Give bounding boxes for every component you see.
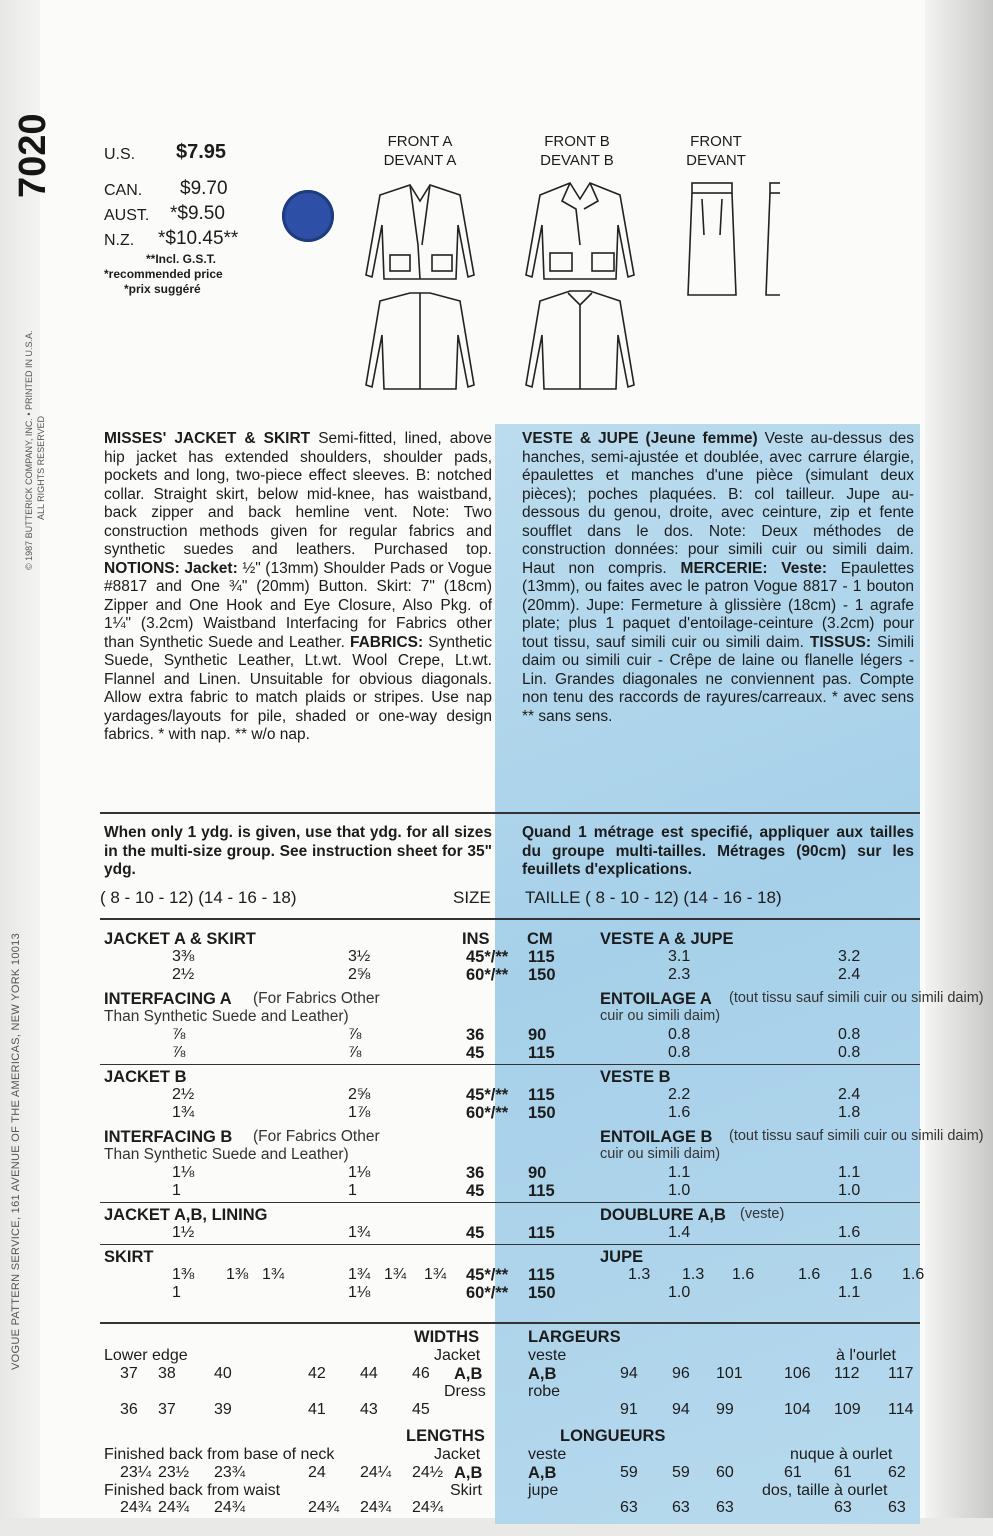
yardage-width-ins: 45 (466, 1182, 485, 1200)
yardage-value-fr: 1.6 (798, 1266, 821, 1283)
jacket-width-in: 40 (214, 1365, 232, 1382)
yardage-value-fr: 1.3 (682, 1266, 705, 1283)
yardage-value-en: ⅞ (348, 1044, 362, 1061)
yardage-width-ins: 60*/** (466, 1104, 509, 1122)
yardage-value-en: 1 (348, 1182, 357, 1199)
size-range-fr: TAILLE ( 8 - 10 - 12) (14 - 16 - 18) (525, 888, 782, 907)
dress-width-cm: 104 (784, 1401, 811, 1418)
yardage-value-en: 1¾ (172, 1104, 195, 1121)
pattern-number: 7020 (12, 113, 54, 198)
yardage-value-en: 1⅛ (172, 1164, 195, 1181)
yardage-value-fr: 1.0 (838, 1182, 861, 1199)
section-label-en: INTERFACING B (104, 1128, 233, 1146)
lower-edge-label: Lower edge (104, 1347, 188, 1364)
recommended-note: *recommended price (104, 267, 223, 281)
back-neck-label: Finished back from base of neck (104, 1446, 335, 1463)
yardage-value-fr: 0.8 (838, 1044, 861, 1061)
jacket-views-fr: A,B (528, 1365, 557, 1383)
yardage-width-ins: 60*/** (466, 966, 509, 984)
skirt-front-sketch (688, 183, 736, 295)
suggested-note: *prix suggéré (124, 282, 201, 296)
blue-dot-sticker (282, 190, 334, 242)
yardage-value-en: ⅞ (172, 1044, 186, 1061)
yardage-value-fr: 1.6 (668, 1104, 691, 1121)
dress-label: Dress (444, 1383, 486, 1400)
yardage-width-ins: 45 (466, 1044, 485, 1062)
section-label-fr: JUPE (600, 1248, 644, 1266)
back-waist-in: 24¾ (360, 1499, 392, 1516)
widths-heading: WIDTHS (414, 1328, 480, 1346)
back-waist-in: 24¾ (120, 1499, 152, 1516)
yardage-value-en: 1¾ (348, 1224, 371, 1241)
skirt-back-sketch (766, 183, 780, 295)
section-label-en: JACKET A,B, LINING (104, 1206, 268, 1224)
yardage-width-cm: 115 (528, 1266, 555, 1284)
hem-note-fr: à l'ourlet (836, 1347, 896, 1364)
yardage-width-cm: 115 (528, 1224, 555, 1242)
jacket-label-fr: veste (528, 1347, 567, 1364)
back-neck-cm: 61 (784, 1464, 802, 1481)
english-description: MISSES' JACKET & SKIRT Semi-fitted, lined, above hip jacket has extended shoulders, shoulder pads, pockets and long, two-piece effect sleeves. B: notched collar. Straight skirt, below mid-knee, has waistband, back zipper and back hemline vent. Note: Two construction methods given for regular fabrics and synthetic suedes and leathers. Purchased top. NOTIONS: Jacket: ½" (13mm) Shoulder Pads or Vogue #8817 and One ¾" (20mm) Button. Skirt: 7" (18cm) Zipper and One Hook and Eye Closure, Also Pkg. of 1¼" (3.2cm) Waistband Interfacing for Fabrics other than Synthetic Suede and Leather. FABRICS: Synthetic Suede, Synthetic Leather, Lt.wt. Wool Crepe, Lt.wt. Flannel and Linen. Unsuitable for obvious diagonals. Allow extra fabric to match plaids or stripes. Use nap yardages/layouts for pile, shaded or one-way design fabrics. * with nap. ** w/o nap. (104, 430, 493, 743)
rights-line: ALL RIGHTS RESERVED (36, 415, 46, 520)
section-label-fr: VESTE A & JUPE (600, 930, 734, 948)
yardage-value-fr: 0.8 (668, 1044, 691, 1061)
yardage-value-fr: 1.6 (838, 1224, 861, 1241)
yardage-value-fr: 2.4 (838, 966, 861, 983)
price-value-nz: *$10.45** (158, 228, 239, 249)
jacket-width-cm: 117 (888, 1365, 914, 1382)
yardage-note-en: When only 1 ydg. is given, use that ydg. for all sizes in the multi-size group. See instruction sheet for 35" ydg. (104, 824, 492, 878)
back-waist-cm: 63 (620, 1499, 638, 1516)
yardage-width-cm: 90 (528, 1026, 547, 1044)
yardage-value-fr: 1.6 (850, 1266, 873, 1283)
yardage-value-en: 2½ (172, 1086, 195, 1103)
yardage-value-en: 1⅛ (348, 1284, 371, 1301)
back-neck-in: 23¼ (120, 1464, 152, 1481)
price-label-can: CAN. (104, 182, 143, 199)
section-label-en: SKIRT (104, 1248, 154, 1266)
yardage-width-cm: 150 (528, 966, 556, 984)
dress-width-in: 45 (412, 1401, 430, 1418)
section-sub-en: (For Fabrics Other (253, 990, 380, 1007)
back-neck-cm: 61 (834, 1464, 852, 1481)
back-neck-in: 24 (308, 1464, 326, 1481)
section-sub-fr: (tout tissu sauf simili cuir ou simili daim) (729, 1128, 984, 1144)
yardage-value-fr: 2.3 (668, 966, 691, 983)
jacket-width-cm: 106 (784, 1365, 811, 1382)
yardage-width-ins: 36 (466, 1164, 485, 1182)
section-label-fr: ENTOILAGE B (600, 1128, 713, 1146)
yardage-width-ins: 36 (466, 1026, 485, 1044)
yardage-value-fr: 1.1 (838, 1164, 861, 1181)
section-divider (100, 1202, 920, 1203)
dress-width-in: 36 (120, 1401, 138, 1418)
back-waist-jupe: jupe (528, 1482, 559, 1499)
back-waist-in: 24¾ (412, 1499, 444, 1516)
section-label-fr: DOUBLURE A,B (600, 1206, 726, 1224)
french-description: VESTE & JUPE (Jeune femme) Veste au-dessus des hanches, semi-ajustée et doublée, avec carrure élargie, épaulettes et manches d'une pièce (simulant deux pièces); poches plaquées. B: col tailleur. Jupe au-dessous du genou, droite, avec ceinture, zip et fente soufflet dans le dos. Note: Deux méthodes de construction données: pour simili cuir ou simili daim. Haut non compris. MERCERIE: Veste: Epaulettes (13mm), ou faites avec le patron Vogue 8817 - 1 bouton (20mm). Jupe: Fermeture à glissière (18cm) - 1 agrafe plate; plus 1 paquet d'entoilage-ceinture (3.2cm) pour tout tissu, sauf simili cuir ou simili daim. TISSUS: Simili daim ou simili cuir - Crêpe de laine ou flanelle légers - Lin. Grandes diagonales ne conviennent pas. Compte non tenu des raccords de rayures/carreaux. * avec sens ** sans sens. (522, 430, 915, 725)
yardage-value-fr: 2.2 (668, 1086, 691, 1103)
yardage-width-ins: 45*/** (466, 948, 509, 966)
jacket-width-in: 44 (360, 1365, 378, 1382)
section-sub-en-2: Than Synthetic Suede and Leather) (104, 1146, 349, 1163)
yardage-value-en: 1½ (172, 1224, 195, 1241)
back-neck-in: 24¼ (360, 1464, 392, 1481)
lengths-heading-fr: LONGUEURS (560, 1427, 666, 1445)
yardage-value-en: 1 (172, 1284, 181, 1301)
yardage-value-fr: 1.1 (668, 1164, 691, 1181)
yardage-width-cm: 90 (528, 1164, 547, 1182)
size-label: SIZE (453, 888, 491, 907)
section-sub-en-2: Than Synthetic Suede and Leather) (104, 1008, 349, 1025)
yardage-value-fr: 3.1 (668, 948, 691, 965)
yardage-value-fr: 1.8 (838, 1104, 861, 1121)
yardage-value-en: 1 (172, 1182, 181, 1199)
sketch-title-front-b: FRONT B DEVANT B (540, 133, 614, 169)
section-divider (100, 1064, 920, 1065)
yardage-width-ins: 45*/** (466, 1266, 509, 1284)
yardage-value-en: 1¾ (262, 1266, 285, 1283)
back-neck-in: 23½ (158, 1464, 190, 1481)
dress-width-cm: 91 (620, 1401, 638, 1418)
jacket-width-cm: 112 (834, 1365, 860, 1382)
jacket-width-in: 37 (120, 1365, 138, 1382)
yardage-value-en: 2⅝ (348, 966, 371, 983)
yardage-value-en: 2⅝ (348, 1086, 371, 1103)
jacket-width-in: 46 (412, 1365, 430, 1382)
jacket-width-in: 42 (308, 1365, 326, 1382)
yardage-value-en: 1¾ (348, 1266, 371, 1283)
back-waist-in: 24¾ (214, 1499, 246, 1516)
price-value-can: $9.70 (180, 178, 228, 199)
yardage-value-fr: 1.6 (902, 1266, 925, 1283)
back-neck-jacket: Jacket (434, 1446, 481, 1463)
yardage-value-fr: 1.6 (732, 1266, 755, 1283)
dress-label-fr: robe (528, 1383, 561, 1400)
yardage-value-en: ⅞ (348, 1026, 362, 1043)
back-waist-cm: 63 (888, 1499, 906, 1516)
yardage-value-en: 3½ (348, 948, 371, 965)
back-neck-cm: 60 (716, 1464, 734, 1481)
back-neck-cm: 62 (888, 1464, 906, 1481)
yardage-width-cm: 115 (528, 1044, 555, 1062)
divider (100, 812, 920, 814)
yardage-value-en: 1⅛ (348, 1164, 371, 1181)
jacket-label: Jacket (434, 1347, 481, 1364)
dress-width-in: 43 (360, 1401, 378, 1418)
section-label-en: INTERFACING A (104, 990, 232, 1008)
jacket-width-in: 38 (158, 1365, 176, 1382)
section-label-fr: ENTOILAGE A (600, 990, 712, 1008)
dress-width-cm: 94 (672, 1401, 690, 1418)
jacket-width-cm: 101 (716, 1365, 743, 1382)
yardage-value-fr: 0.8 (668, 1026, 691, 1043)
dress-width-in: 41 (308, 1401, 326, 1418)
yardage-value-fr: 1.4 (668, 1224, 691, 1241)
yardage-width-cm: 115 (528, 948, 555, 966)
yardage-value-en: 2½ (172, 966, 195, 983)
back-neck-in: 23¾ (214, 1464, 246, 1481)
lengths-heading: LENGTHS (406, 1427, 485, 1445)
dress-width-cm: 114 (888, 1401, 914, 1418)
garment-sketches (340, 175, 780, 400)
size-range-en: ( 8 - 10 - 12) (14 - 16 - 18) (100, 888, 297, 907)
yardage-width-ins: 60*/** (466, 1284, 509, 1302)
yardage-value-fr: 3.2 (838, 948, 861, 965)
jacket-width-cm: 94 (620, 1365, 638, 1382)
section-label-en: JACKET A & SKIRT (104, 930, 256, 948)
yardage-value-en: 1⅜ (172, 1266, 195, 1283)
section-label-en: JACKET B (104, 1068, 187, 1086)
publisher-address: VOGUE PATTERN SERVICE, 161 AVENUE OF THE AMERICAS, NEW YORK 10013 (10, 932, 22, 1370)
back-neck-cm: 59 (620, 1464, 638, 1481)
yardage-width-cm: 150 (528, 1284, 556, 1302)
price-label-nz: N.Z. (104, 232, 135, 249)
widths-heading-fr: LARGEURS (528, 1328, 621, 1346)
back-waist-in: 24¾ (308, 1499, 340, 1516)
dress-width-cm: 99 (716, 1401, 734, 1418)
yardage-value-fr: 1.0 (668, 1182, 691, 1199)
section-sub-fr-2: cuir ou simili daim) (600, 1008, 721, 1024)
jacket-views: A,B (454, 1365, 483, 1383)
back-waist-cm: 63 (834, 1499, 852, 1516)
back-waist-note-fr: dos, taille à ourlet (762, 1482, 888, 1499)
section-label-fr: VESTE B (600, 1068, 671, 1086)
divider (100, 1322, 920, 1324)
sketch-title-front-a: FRONT A DEVANT A (383, 133, 457, 169)
yardage-note-fr: Quand 1 métrage est specifié, appliquer aux tailles du groupe multi-tailles. Métrages (90cm) sur les feuillets d'explications. (522, 824, 914, 878)
yardage-value-en: 3⅜ (172, 948, 195, 965)
back-neck-veste: veste (528, 1446, 567, 1463)
dress-width-in: 39 (214, 1401, 232, 1418)
yardage-width-ins: 45 (466, 1224, 485, 1242)
back-waist-cm: 63 (716, 1499, 734, 1516)
yardage-value-en: 1⅞ (348, 1104, 371, 1121)
back-waist-skirt: Skirt (450, 1482, 482, 1499)
gst-note: **Incl. G.S.T. (146, 252, 217, 266)
yardage-value-fr: 1.0 (668, 1284, 691, 1301)
yardage-value-en: 1¾ (384, 1266, 407, 1283)
divider (100, 918, 920, 920)
section-sub-en: (For Fabrics Other (253, 1128, 380, 1145)
back-neck-views: A,B (454, 1464, 483, 1482)
yardage-width-ins: 45*/** (466, 1086, 509, 1104)
yardage-value-fr: 1.1 (838, 1284, 861, 1301)
sketch-title-front-skirt: FRONT DEVANT (686, 133, 746, 169)
section-sub-fr-2: cuir ou simili daim) (600, 1146, 721, 1162)
yardage-width-cm: 150 (528, 1104, 556, 1122)
yardage-value-en: ⅞ (172, 1026, 186, 1043)
jacket-b-front-sketch (526, 183, 634, 279)
back-neck-cm: 59 (672, 1464, 690, 1481)
price-value-us: $7.95 (176, 141, 227, 163)
back-neck-in: 24½ (412, 1464, 444, 1481)
back-waist-label: Finished back from waist (104, 1482, 281, 1499)
price-label-us: U.S. (104, 146, 136, 163)
back-waist-cm: 63 (672, 1499, 690, 1516)
copyright-line: © 1987 BUTTERICK COMPANY, INC. • PRINTED IN U.S.A. (24, 330, 34, 570)
yardage-width-cm: 115 (528, 1086, 555, 1104)
jacket-a-front-sketch (366, 185, 474, 279)
yardage-width-cm: 115 (528, 1182, 555, 1200)
jacket-width-cm: 96 (672, 1365, 690, 1382)
section-divider (100, 1244, 920, 1245)
yardage-value-en: 1¾ (424, 1266, 447, 1283)
back-waist-in: 24¾ (158, 1499, 190, 1516)
jacket-b-back-sketch (526, 291, 634, 389)
back-neck-note-fr: nuque à ourlet (790, 1446, 893, 1463)
dress-width-in: 37 (158, 1401, 176, 1418)
yardage-value-fr: 1.3 (628, 1266, 651, 1283)
section-sub-fr: (tout tissu sauf simili cuir ou simili daim) (729, 990, 984, 1006)
col-header-ins: INS (462, 930, 490, 948)
dress-width-cm: 109 (834, 1401, 861, 1418)
yardage-value-fr: 2.4 (838, 1086, 861, 1103)
price-label-aust: AUST. (104, 207, 150, 224)
col-header-cm: CM (527, 930, 553, 948)
jacket-a-back-sketch (366, 293, 474, 389)
yardage-value-en: 1⅜ (226, 1266, 249, 1283)
back-neck-views-fr: A,B (528, 1464, 557, 1482)
yardage-value-fr: 0.8 (838, 1026, 861, 1043)
price-value-aust: *$9.50 (170, 203, 225, 224)
envelope-right-edge (925, 0, 993, 1536)
section-sub-fr: (veste) (740, 1206, 785, 1222)
